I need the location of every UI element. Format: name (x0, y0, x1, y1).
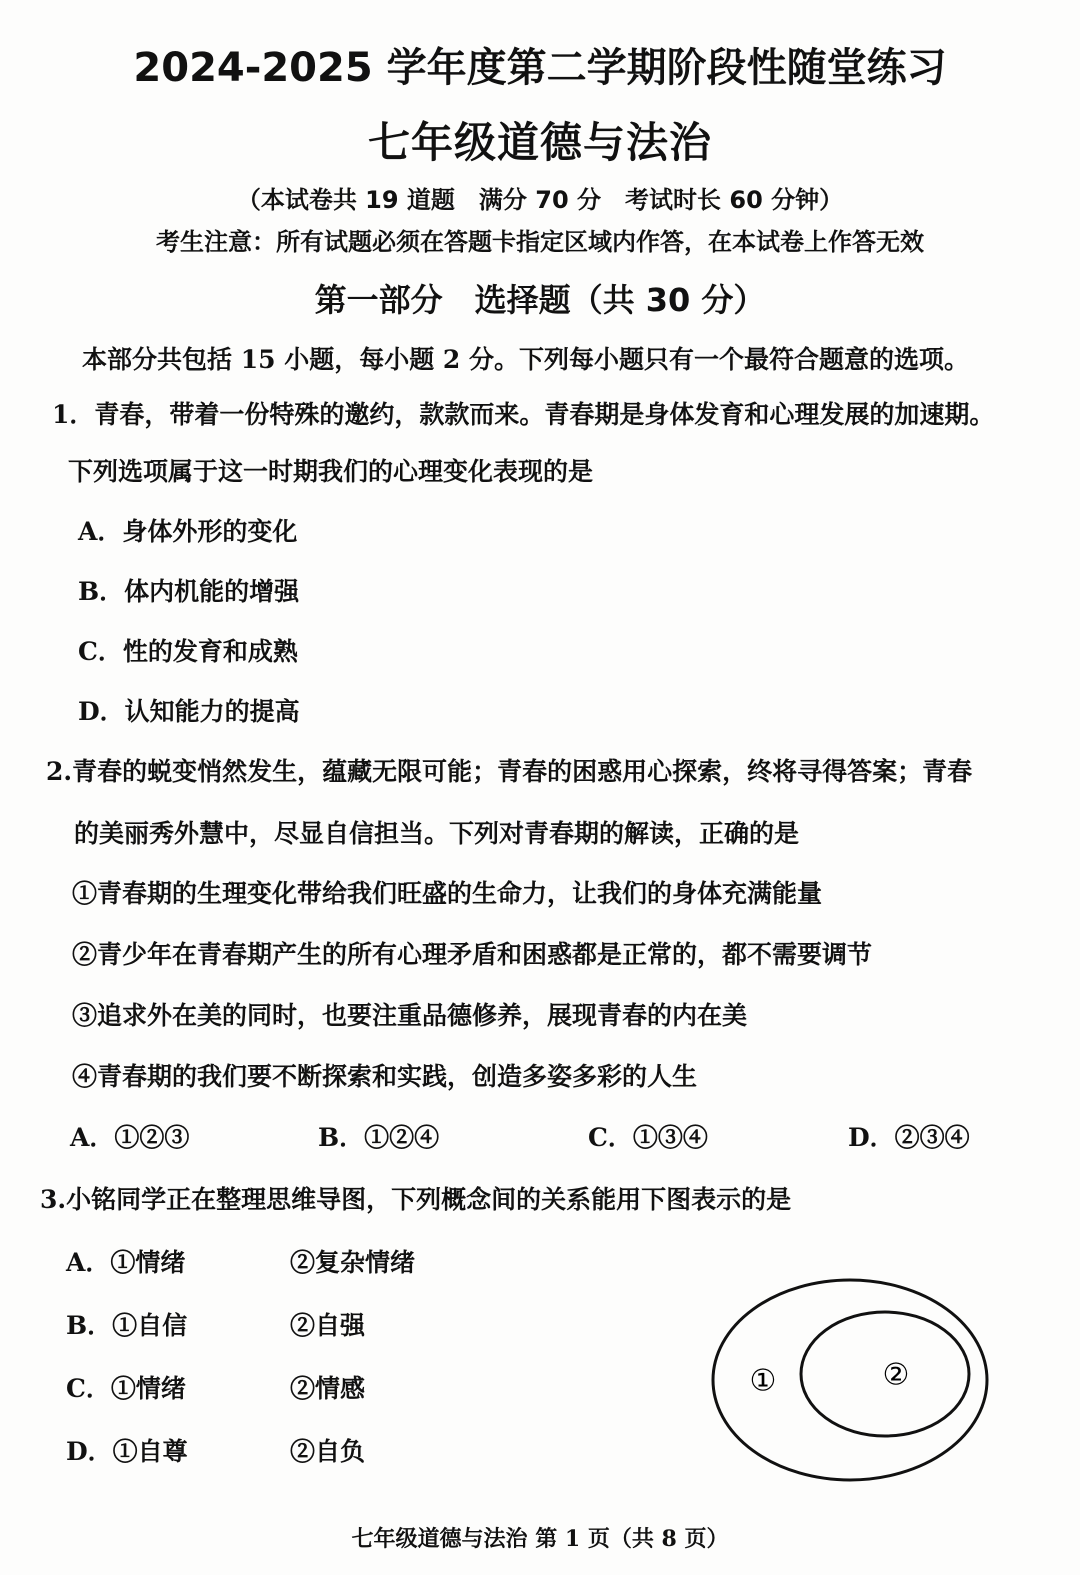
q3-option-c-second: ②情感 (290, 1374, 366, 1403)
q3-option-b-first: B．①自信 (66, 1311, 188, 1340)
page-footer: 七年级道德与法治 第 1 页（共 8 页） (351, 1526, 729, 1552)
q1-stem-line1: 1．青春，带着一份特殊的邀约，款款而来。青春期是身体发育和心理发展的加速期。 (52, 400, 995, 429)
q1-option-a: A．身体外形的变化 (78, 517, 298, 546)
outer-label: ① (749, 1363, 777, 1399)
q2-option-c: C．①③④ (588, 1123, 708, 1152)
inner-label: ② (882, 1357, 910, 1393)
q2-statement-1: ①青春期的生理变化带给我们旺盛的生命力，让我们的身体充满能量 (72, 879, 823, 908)
q3-option-a-second: ②复杂情绪 (290, 1248, 416, 1277)
q2-statement-4: ④青春期的我们要不断探索和实践，创造多姿多彩的人生 (72, 1062, 698, 1091)
subject-title: 七年级道德与法治 (367, 118, 712, 167)
q2-stem-line1: 2.青春的蜕变悄然发生，蕴藏无限可能；青春的困惑用心探索，终将寻得答案；青春 (46, 757, 973, 786)
concept-diagram (700, 1270, 1000, 1490)
q2-option-b: B．①②④ (318, 1123, 440, 1152)
q2-option-d: D．②③④ (848, 1123, 970, 1152)
q2-statement-2: ②青少年在青春期产生的所有心理矛盾和困惑都是正常的，都不需要调节 (72, 940, 873, 969)
exam-title: 2024-2025 学年度第二学期阶段性随堂练习 (133, 45, 947, 91)
q2-option-a: A．①②③ (70, 1123, 190, 1152)
q2-statement-3: ③追求外在美的同时，也要注重品德修养，展现青春的内在美 (72, 1001, 748, 1030)
section-instruction: 本部分共包括 15 小题，每小题 2 分。下列每小题只有一个最符合题意的选项。 (82, 345, 970, 374)
q1-option-b: B．体内机能的增强 (78, 577, 300, 606)
section-title: 第一部分 选择题（共 30 分） (314, 281, 766, 319)
q3-option-c-first: C．①情绪 (66, 1374, 186, 1403)
q3-option-b-second: ②自强 (290, 1311, 366, 1340)
q3-stem: 3.小铭同学正在整理思维导图，下列概念间的关系能用下图表示的是 (40, 1185, 792, 1214)
exam-notice: 考生注意：所有试题必须在答题卡指定区域内作答，在本试卷上作答无效 (156, 228, 924, 256)
exam-info: （本试卷共 19 道题 满分 70 分 考试时长 60 分钟） (236, 186, 844, 214)
q3-option-d-first: D．①自尊 (66, 1437, 188, 1466)
q1-option-d: D．认知能力的提高 (78, 697, 300, 726)
q2-stem-line2: 的美丽秀外慧中，尽显自信担当。下列对青春期的解读，正确的是 (74, 819, 800, 848)
q3-option-a-first: A．①情绪 (66, 1248, 186, 1277)
q1-stem-line2: 下列选项属于这一时期我们的心理变化表现的是 (68, 457, 594, 486)
q1-option-c: C．性的发育和成熟 (78, 637, 298, 666)
q3-option-d-second: ②自负 (290, 1437, 366, 1466)
